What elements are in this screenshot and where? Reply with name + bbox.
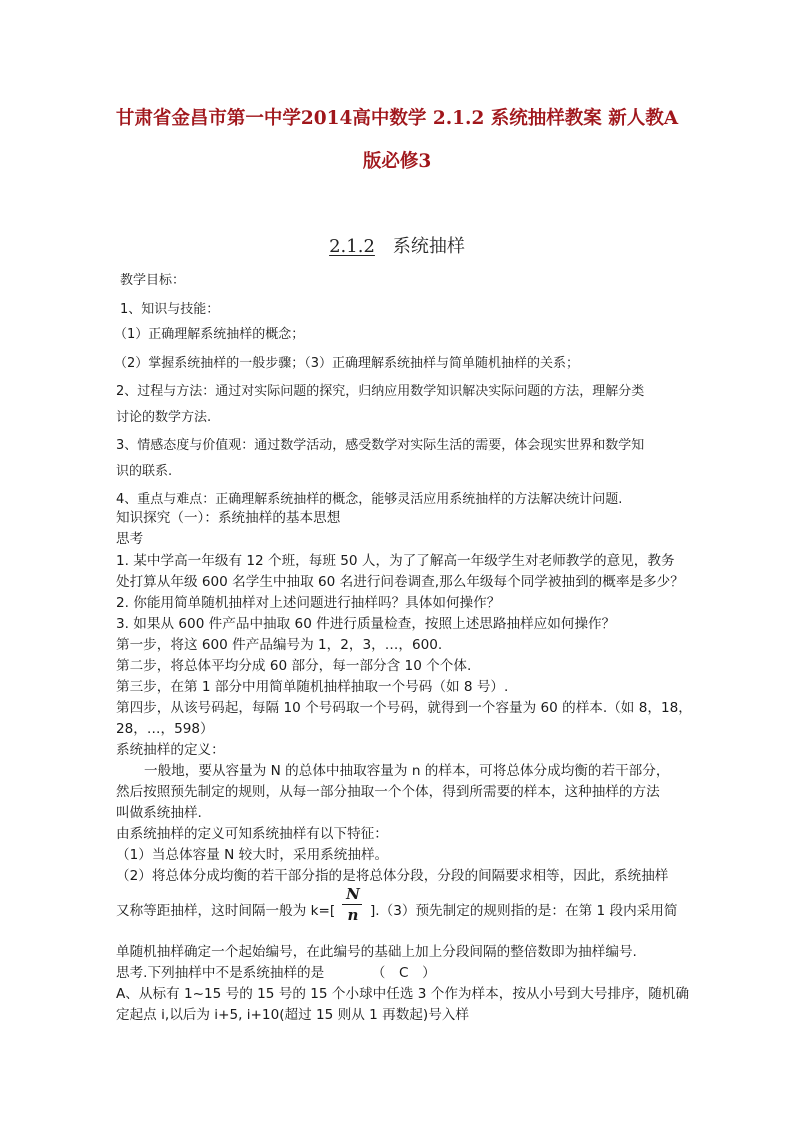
feature-2-line-2-end: ].（3）预先制定的规则指的是：在第 1 段内采用简	[370, 903, 678, 919]
objectives-heading: 教学目标：	[120, 273, 186, 288]
process-line-2: 讨论的数学方法.	[116, 410, 212, 425]
question-1-line-2: 处打算从年级 600 名学生中抽取 60 名进行问卷调查,那么年级每个同学被抽到的概率是多少？	[116, 574, 684, 590]
document-title-line-1: 甘肃省金昌市第一中学2014高中数学 2.1.2 系统抽样教案 新人教A	[115, 108, 679, 129]
section-title: 系统抽样	[392, 236, 465, 257]
knowledge-heading: 1、知识与技能：	[120, 302, 220, 317]
question-2: 2. 你能用简单随机抽样对上述问题进行抽样吗？具体如何操作？	[116, 595, 501, 611]
exercise-question: 思考.下列抽样中不是系统抽样的是 （ C ）	[116, 965, 436, 981]
definition-line-2: 然后按照预先制定的规则，从每一部分抽取一个个体，得到所需要的样本，这种抽样的方法	[116, 784, 660, 800]
question-3: 3. 如果从 600 件产品中抽取 60 件进行质量检查，按照上述思路抽样应如何操作？	[116, 616, 616, 632]
feature-2-line-2-start: 又称等距抽样，这时间隔一般为 k=[	[116, 903, 336, 919]
step-4-line-2: 28，…，598）	[116, 721, 214, 737]
option-a-line-1: A、从标有 1~15 号的 15 号的 15 个小球中任选 3 个作为样本，按从小号到大号排序，随机确	[116, 986, 690, 1002]
fraction-bar	[342, 904, 362, 905]
step-3: 第三步，在第 1 部分中用简单随机抽样抽取一个号码（如 8 号）.	[116, 679, 509, 695]
document-title-line-2: 版必修3	[362, 151, 432, 172]
fraction-numerator: N	[346, 885, 360, 903]
think-label: 思考	[116, 531, 144, 547]
key-points-line: 4、重点与难点：正确理解系统抽样的概念，能够灵活应用系统抽样的方法解决统计问题.	[116, 492, 623, 507]
features-intro: 由系统抽样的定义可知系统抽样有以下特征：	[116, 826, 388, 842]
emotion-line-1: 3、情感态度与价值观：通过数学活动，感受数学对实际生活的需要，体会现实世界和数学知	[116, 438, 645, 453]
section-number: 2.1.2	[329, 236, 375, 257]
knowledge-item-2: （2）掌握系统抽样的一般步骤；（3）正确理解系统抽样与简单随机抽样的关系；	[114, 356, 580, 371]
feature-2-line-3: 单随机抽样确定一个起始编号，在此编号的基础上加上分段间隔的整倍数即为抽样编号.	[116, 944, 637, 960]
step-4-line-1: 第四步，从该号码起，每隔 10 个号码取一个号码，就得到一个容量为 60 的样本.（如 8，18，	[116, 700, 692, 716]
section-heading	[0, 232, 794, 258]
feature-2-line-1: （2）将总体分成均衡的若干部分指的是将总体分段，分段的间隔要求相等，因此，系统抽样	[116, 868, 669, 884]
step-2: 第二步，将总体平均分成 60 部分，每一部分含 10 个个体.	[116, 658, 472, 674]
emotion-line-2: 识的联系.	[116, 464, 173, 479]
definition-line-1: 一般地，要从容量为 N 的总体中抽取容量为 n 的样本，可将总体分成均衡的若干部分，	[144, 763, 670, 779]
step-1: 第一步，将这 600 件产品编号为 1，2，3，…，600.	[116, 637, 443, 653]
explore-heading: 知识探究（一）：系统抽样的基本思想	[116, 510, 341, 526]
option-a-line-2: 定起点 i,以后为 i+5, i+10(超过 15 则从 1 再数起)号入样	[116, 1007, 469, 1023]
fraction-denominator: n	[347, 906, 359, 924]
definition-line-3: 叫做系统抽样.	[116, 805, 202, 821]
question-1-line-1: 1. 某中学高一年级有 12 个班，每班 50 人，为了了解高一年级学生对老师教学的意见，教务	[116, 553, 675, 569]
feature-1: （1）当总体容量 N 较大时，采用系统抽样。	[116, 847, 389, 863]
knowledge-item-1: （1）正确理解系统抽样的概念；	[114, 327, 305, 342]
process-line-1: 2、过程与方法：通过对实际问题的探究，归纳应用数学知识解决实际问题的方法，理解分类	[116, 384, 645, 399]
definition-heading: 系统抽样的定义：	[116, 742, 225, 758]
